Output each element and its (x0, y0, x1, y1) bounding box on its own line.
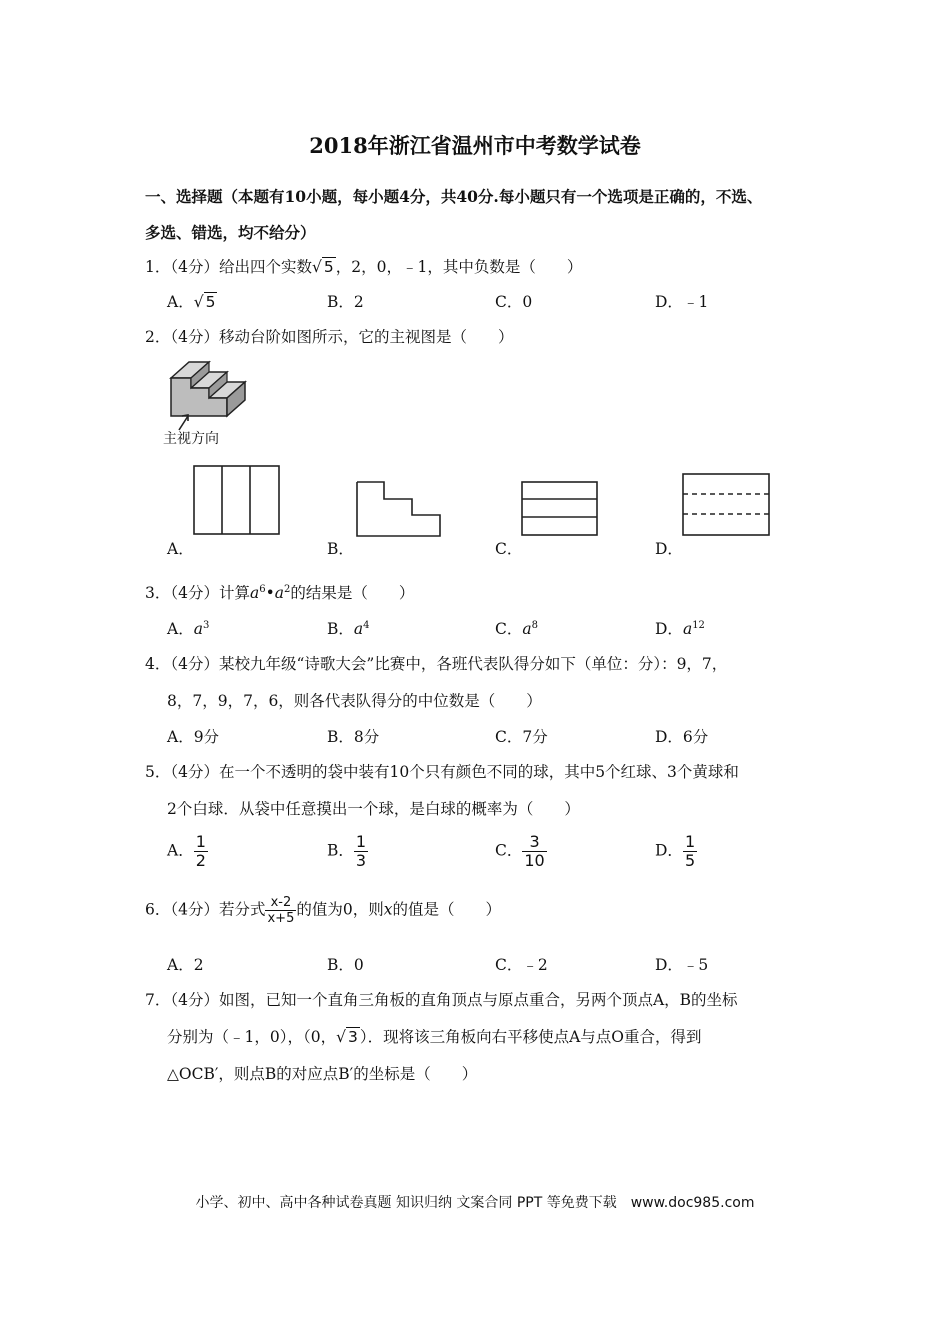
question-6-prefix: 6．（4分）若分式 (145, 900, 266, 919)
fraction (522, 833, 546, 870)
q2-option-a: A． (167, 540, 194, 558)
q6-option-a: A．2 (167, 956, 204, 974)
variable-x: x (383, 900, 393, 919)
denominator: x+5 (267, 911, 295, 926)
question-3 (145, 581, 414, 603)
q2-figure-b (355, 480, 443, 538)
exponent: 12 (692, 620, 705, 631)
exponent: 8 (531, 620, 538, 631)
multiply-dot: • (265, 584, 275, 602)
q5-option-a (167, 833, 208, 870)
question-7-line2-post: ）．现将该三角板向右平移使点A与点O重合，得到 (359, 1028, 702, 1046)
numerator: 1 (355, 832, 367, 851)
q4-option-d: D．6分 (655, 728, 709, 746)
question-3-suffix: 的结果是（ ） (290, 584, 415, 602)
option-text: 0 (522, 293, 533, 311)
question-4-line1: 4．（4分）某校九年级“诗歌大会”比赛中，各班代表队得分如下（单位：分）：9，7， (145, 655, 728, 673)
view-direction-label: 主视方向 (163, 431, 219, 447)
option-label: B． (327, 841, 354, 860)
denominator: 3 (355, 851, 367, 870)
option-label: C． (495, 293, 523, 311)
radicand: 3 (347, 1028, 358, 1046)
q4-option-b: B．8分 (327, 728, 380, 746)
q6-option-b: B．0 (327, 956, 364, 974)
denominator: 2 (195, 851, 206, 870)
exponent: 4 (363, 620, 370, 631)
footer-text: 小学、初中、高中各种试卷真题 知识归纳 文案合同 PPT 等免费下载 www.doc985.com (195, 1195, 755, 1211)
q3-option-b (327, 617, 370, 639)
q3-option-c (495, 617, 538, 639)
fraction (265, 895, 296, 926)
question-1-prefix: 1．（4分）给出四个实数 (145, 258, 312, 276)
question-7-line3: △OCB′，则点B的对应点B′的坐标是（ ） (167, 1065, 478, 1083)
sqrt-symbol: √ 5 (193, 293, 216, 311)
q5-option-c (495, 833, 547, 870)
q2-figure-a (193, 465, 281, 537)
q6-option-c: C．﹣2 (495, 956, 548, 974)
exponent: 2 (284, 584, 291, 595)
q1-option-b (327, 290, 364, 312)
q2-option-b: B． (327, 540, 354, 558)
option-label: A． (167, 841, 194, 860)
variable-a: a (353, 620, 364, 638)
page-title: 2018年浙江省温州市中考数学试卷 (309, 133, 641, 158)
q3-option-a (167, 617, 209, 639)
fraction (194, 833, 208, 870)
q2-option-d: D． (655, 540, 683, 558)
question-6-mid: 的值为0，则 (296, 900, 384, 919)
exponent: 3 (202, 620, 210, 631)
sqrt-symbol: √ 3 (336, 1028, 358, 1046)
question-4-line2: 8，7，9，7，6，则各代表队得分的中位数是（ ） (167, 692, 542, 710)
question-6-suffix: 的值是（ ） (392, 900, 501, 919)
option-label: B． (327, 293, 354, 311)
option-label: A． (167, 620, 194, 638)
q1-option-c (495, 290, 532, 312)
option-label: D． (655, 841, 683, 860)
question-7-line2 (167, 1025, 702, 1047)
section-heading-line2: 多选、错选，均不给分） (145, 223, 316, 242)
option-label: C． (495, 841, 523, 860)
question-7-line2-pre: 分别为（﹣1，0），（0， (167, 1028, 337, 1046)
section-heading-line1: 一、选择题（本题有10小题，每小题4分，共40分.每小题只有一个选项是正确的，不选、 (145, 187, 763, 206)
numerator: x-2 (270, 895, 292, 910)
variable-a: a (249, 584, 260, 602)
question-3-prefix: 3．（4分）计算 (145, 584, 250, 602)
radicand: 5 (323, 258, 334, 276)
option-text: ﹣1 (682, 293, 709, 311)
fraction (683, 833, 697, 870)
q2-figure-d (682, 473, 772, 537)
option-label: C． (495, 620, 523, 638)
question-2: 2．（4分）移动台阶如图所示，它的主视图是（ ） (145, 328, 514, 346)
variable-a: a (522, 620, 532, 638)
q4-option-c: C．7分 (495, 728, 548, 746)
fraction (354, 833, 368, 870)
q6-option-d: D．﹣5 (655, 956, 709, 974)
q4-option-a: A．9分 (167, 728, 220, 746)
q2-option-c: C． (495, 540, 523, 558)
variable-a: a (193, 620, 203, 638)
option-label: A． (167, 293, 194, 311)
denominator: 5 (684, 851, 696, 870)
question-1-suffix: ，2，0，﹣1，其中负数是（ ） (335, 258, 583, 276)
exponent: 6 (259, 584, 266, 595)
denominator: 10 (524, 851, 545, 870)
question-7-line1: 7．（4分）如图，已知一个直角三角板的直角顶点与原点重合，另两个顶点A，B的坐标 (145, 991, 738, 1009)
option-label: D． (655, 293, 683, 311)
q1-option-d (655, 290, 708, 312)
q1-option-a (167, 290, 217, 312)
question-5-line2: 2个白球．从袋中任意摸出一个球，是白球的概率为（ ） (167, 800, 580, 818)
question-6 (145, 895, 501, 926)
option-label: B． (327, 620, 354, 638)
numerator: 1 (195, 832, 206, 851)
question-1 (145, 255, 582, 277)
option-label: D． (655, 620, 683, 638)
q3-option-d (655, 617, 705, 639)
numerator: 1 (684, 832, 696, 851)
q5-option-d (655, 833, 697, 870)
option-text: 2 (353, 293, 364, 311)
radicand: 5 (205, 293, 216, 311)
sqrt-symbol: √ 5 (311, 258, 334, 276)
q2-figure-c (521, 481, 599, 537)
question-5-line1: 5．（4分）在一个不透明的袋中装有10个只有颜色不同的球，其中5个红球、3个黄球和 (145, 763, 739, 781)
numerator: 3 (529, 832, 540, 851)
variable-a: a (274, 584, 285, 602)
q5-option-b (327, 833, 368, 870)
variable-a: a (682, 620, 693, 638)
